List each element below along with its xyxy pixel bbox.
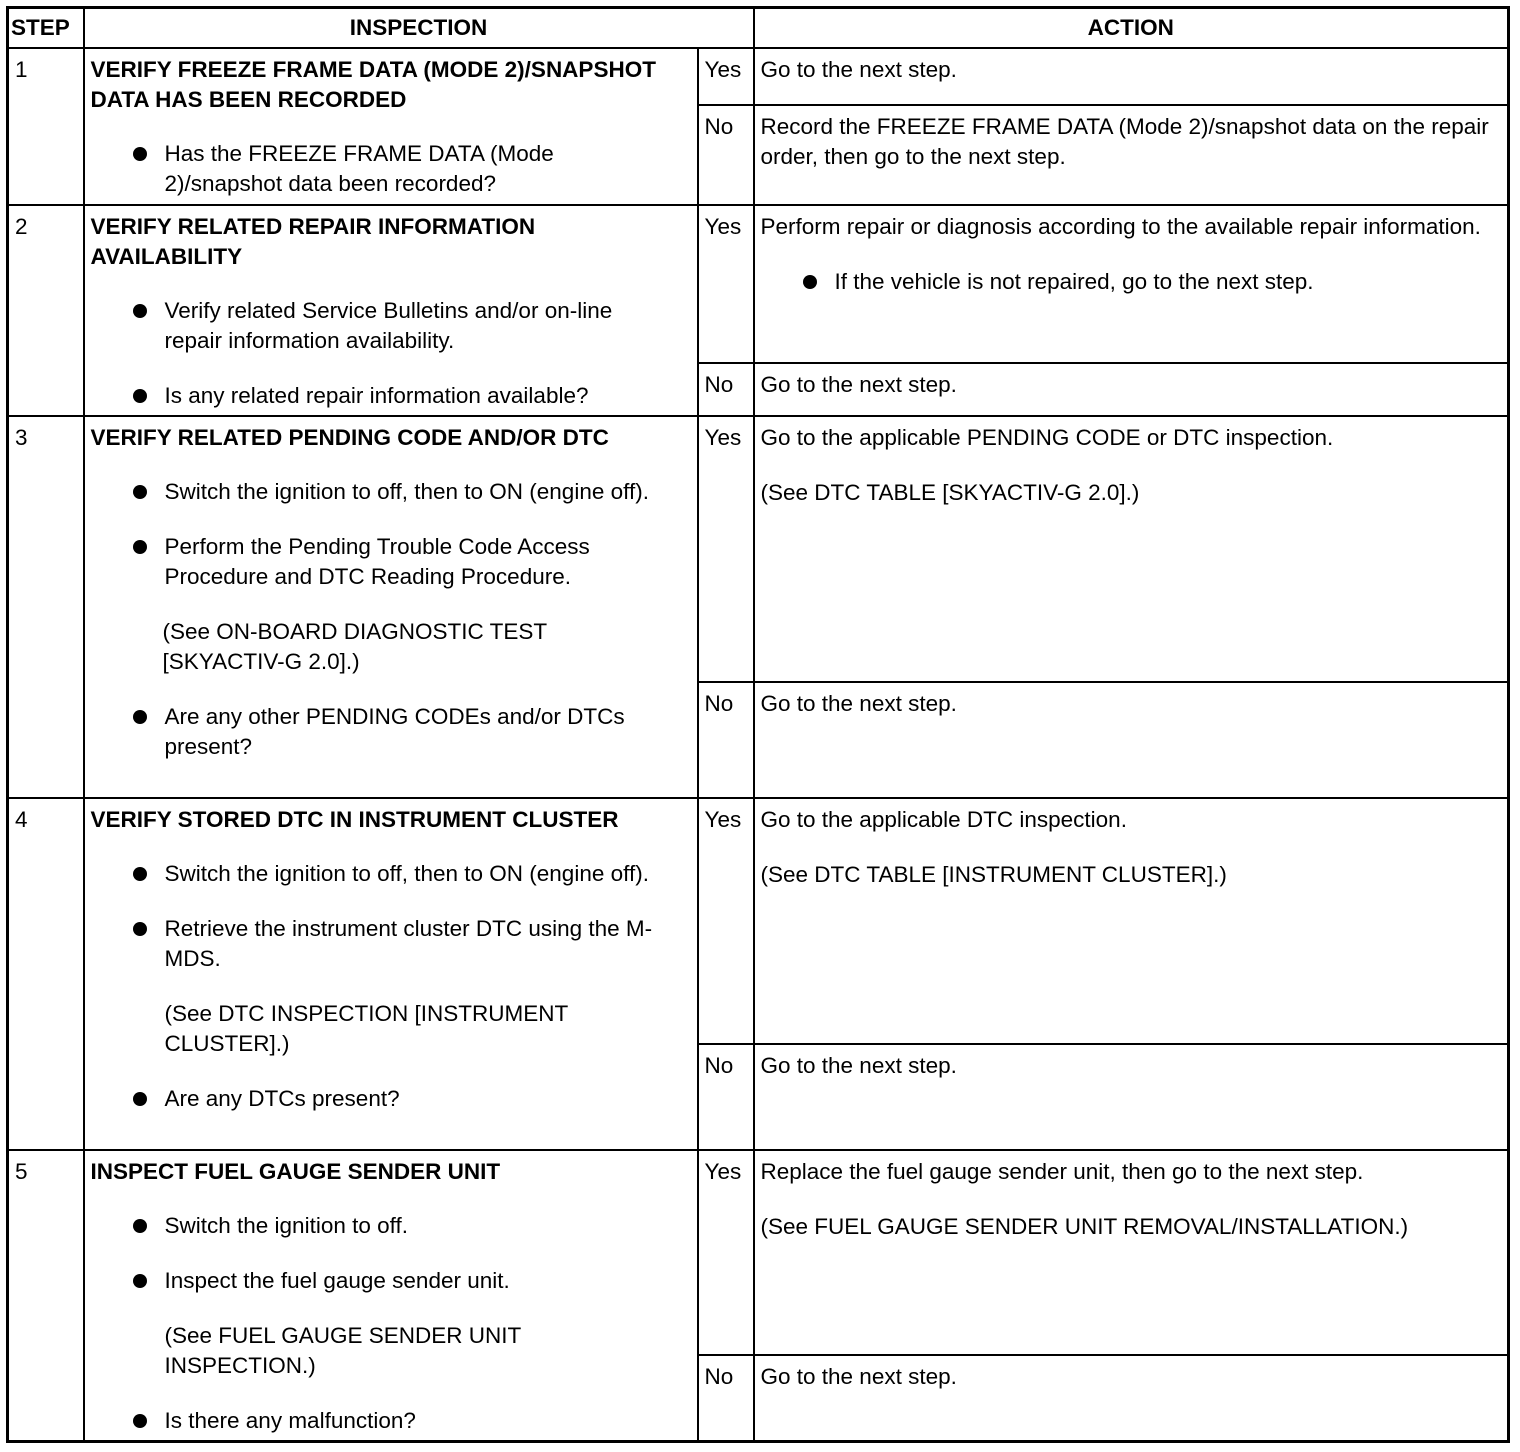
step-row-yes: [8, 1150, 1509, 1355]
bullet-icon: [133, 1414, 147, 1428]
yes-label: Yes: [698, 416, 754, 682]
no-action-text: Record the FREEZE FRAME DATA (Mode 2)/snapshot data on the repair order, then go to the next step.: [760, 114, 1489, 169]
page: [6, 6, 1510, 1443]
action-bullet-text: If the vehicle is not repaired, go to the next step.: [834, 269, 1314, 294]
yes-label: Yes: [698, 205, 754, 363]
bullet-icon: [133, 389, 147, 403]
yes-action: [754, 798, 1509, 1044]
diagnostic-procedure-table: [6, 6, 1510, 1443]
see-reference: (See FUEL GAUGE SENDER UNIT INSPECTION.): [164, 1323, 521, 1378]
inspection-bullets: [91, 139, 691, 199]
action-bullet: [761, 267, 1502, 297]
no-label: No: [698, 363, 754, 416]
bullet-text: Inspect the fuel gauge sender unit.: [164, 1268, 510, 1293]
inspection-bullets: [91, 1211, 691, 1436]
step-row-yes: [8, 416, 1509, 682]
yes-action: [754, 416, 1509, 682]
inspection-title: VERIFY STORED DTC IN INSTRUMENT CLUSTER: [90, 807, 619, 832]
action-reference: (See DTC TABLE [INSTRUMENT CLUSTER].): [760, 862, 1227, 887]
bullet-icon: [133, 540, 147, 554]
inspection-bullet: [91, 1084, 691, 1114]
yes-action: [754, 1150, 1509, 1355]
bullet-icon: [133, 867, 147, 881]
inspection-bullets: [91, 296, 691, 411]
no-action-text: Go to the next step.: [760, 1053, 957, 1078]
bullet-text: Verify related Service Bulletins and/or on-line repair information availability.: [164, 298, 613, 353]
step-row-yes: [8, 205, 1509, 363]
inspection-bullet: [91, 139, 691, 199]
see-reference: (See DTC INSPECTION [INSTRUMENT CLUSTER].): [164, 1001, 568, 1056]
no-action: [754, 1355, 1509, 1441]
yes-action-text: Replace the fuel gauge sender unit, then go to the next step.: [760, 1159, 1364, 1184]
bullet-text: Switch the ignition to off.: [164, 1213, 408, 1238]
inspection-title: VERIFY RELATED REPAIR INFORMATION AVAILABILITY: [90, 214, 536, 269]
see-reference: (See ON-BOARD DIAGNOSTIC TEST [SKYACTIV-G 2.0].): [162, 619, 547, 674]
bullet-text: Is any related repair information available?: [164, 383, 589, 408]
no-label: No: [698, 105, 754, 205]
inspection-bullet: [91, 1211, 691, 1241]
step-row-yes: [8, 48, 1509, 105]
header-action: ACTION: [754, 8, 1509, 49]
bullet-icon: [133, 1092, 147, 1106]
header-row: [8, 8, 1509, 49]
inspection-cell: [84, 48, 698, 205]
inspection-title: VERIFY FREEZE FRAME DATA (MODE 2)/SNAPSHOT DATA HAS BEEN RECORDED: [90, 57, 656, 112]
yes-action: [754, 205, 1509, 363]
bullet-text: Perform the Pending Trouble Code Access Procedure and DTC Reading Procedure.: [164, 534, 590, 589]
inspection-bullet: [91, 914, 691, 1059]
no-action: [754, 363, 1509, 416]
action-reference: (See DTC TABLE [SKYACTIV-G 2.0].): [760, 480, 1140, 505]
bullet-icon: [133, 485, 147, 499]
bullet-text: Switch the ignition to off, then to ON (engine off).: [164, 861, 649, 886]
inspection-bullet: [91, 381, 691, 411]
inspection-bullet: [91, 702, 691, 762]
bullet-icon: [133, 147, 147, 161]
step-number: 4: [8, 798, 84, 1150]
bullet-text: Are any other PENDING CODEs and/or DTCs present?: [164, 704, 625, 759]
inspection-bullets: [91, 859, 691, 1114]
no-action: [754, 105, 1509, 205]
inspection-bullet: [91, 532, 691, 677]
bullet-text: Switch the ignition to off, then to ON (engine off).: [164, 479, 649, 504]
action-reference: (See FUEL GAUGE SENDER UNIT REMOVAL/INSTALLATION.): [760, 1214, 1409, 1239]
no-action: [754, 682, 1509, 798]
inspection-bullet: [91, 1406, 691, 1436]
no-label: No: [698, 1044, 754, 1150]
inspection-cell: [84, 798, 698, 1150]
bullet-text: Is there any malfunction?: [164, 1408, 416, 1433]
yes-action-text: Go to the applicable DTC inspection.: [760, 807, 1127, 832]
inspection-cell: [84, 205, 698, 416]
yes-label: Yes: [698, 48, 754, 105]
yes-action-text: Go to the applicable PENDING CODE or DTC inspection.: [760, 425, 1334, 450]
inspection-bullets: [91, 477, 691, 762]
step-number: 5: [8, 1150, 84, 1442]
inspection-bullet: [91, 859, 691, 889]
bullet-icon: [133, 922, 147, 936]
yes-action-text: Perform repair or diagnosis according to the available repair information.: [760, 214, 1481, 239]
bullet-icon: [803, 275, 817, 289]
bullet-icon: [133, 1274, 147, 1288]
no-action: [754, 1044, 1509, 1150]
bullet-text: Retrieve the instrument cluster DTC using the M-MDS.: [164, 916, 653, 971]
inspection-cell: [84, 1150, 698, 1442]
header-inspection: INSPECTION: [84, 8, 754, 49]
step-number: 3: [8, 416, 84, 798]
no-action-text: Go to the next step.: [760, 691, 957, 716]
no-action-text: Go to the next step.: [760, 1364, 957, 1390]
inspection-bullet: [91, 296, 691, 356]
bullet-icon: [133, 1219, 147, 1233]
yes-label: Yes: [698, 1150, 754, 1355]
step-row-yes: [8, 798, 1509, 1044]
header-step: STEP: [8, 8, 84, 49]
no-label: No: [698, 1355, 754, 1441]
bullet-icon: [133, 710, 147, 724]
inspection-title: VERIFY RELATED PENDING CODE AND/OR DTC: [90, 425, 609, 450]
no-label: No: [698, 682, 754, 798]
inspection-cell: [84, 416, 698, 798]
step-number: 1: [8, 48, 84, 205]
inspection-title: INSPECT FUEL GAUGE SENDER UNIT: [90, 1159, 501, 1184]
yes-action: [754, 48, 1509, 105]
inspection-bullet: [91, 477, 691, 507]
bullet-text: Are any DTCs present?: [164, 1086, 400, 1111]
inspection-bullet: [91, 1266, 691, 1381]
yes-action-text: Go to the next step.: [760, 57, 957, 82]
yes-label: Yes: [698, 798, 754, 1044]
step-number: 2: [8, 205, 84, 416]
bullet-icon: [133, 304, 147, 318]
no-action-text: Go to the next step.: [760, 372, 957, 397]
bullet-text: Has the FREEZE FRAME DATA (Mode 2)/snapshot data been recorded?: [164, 141, 554, 196]
